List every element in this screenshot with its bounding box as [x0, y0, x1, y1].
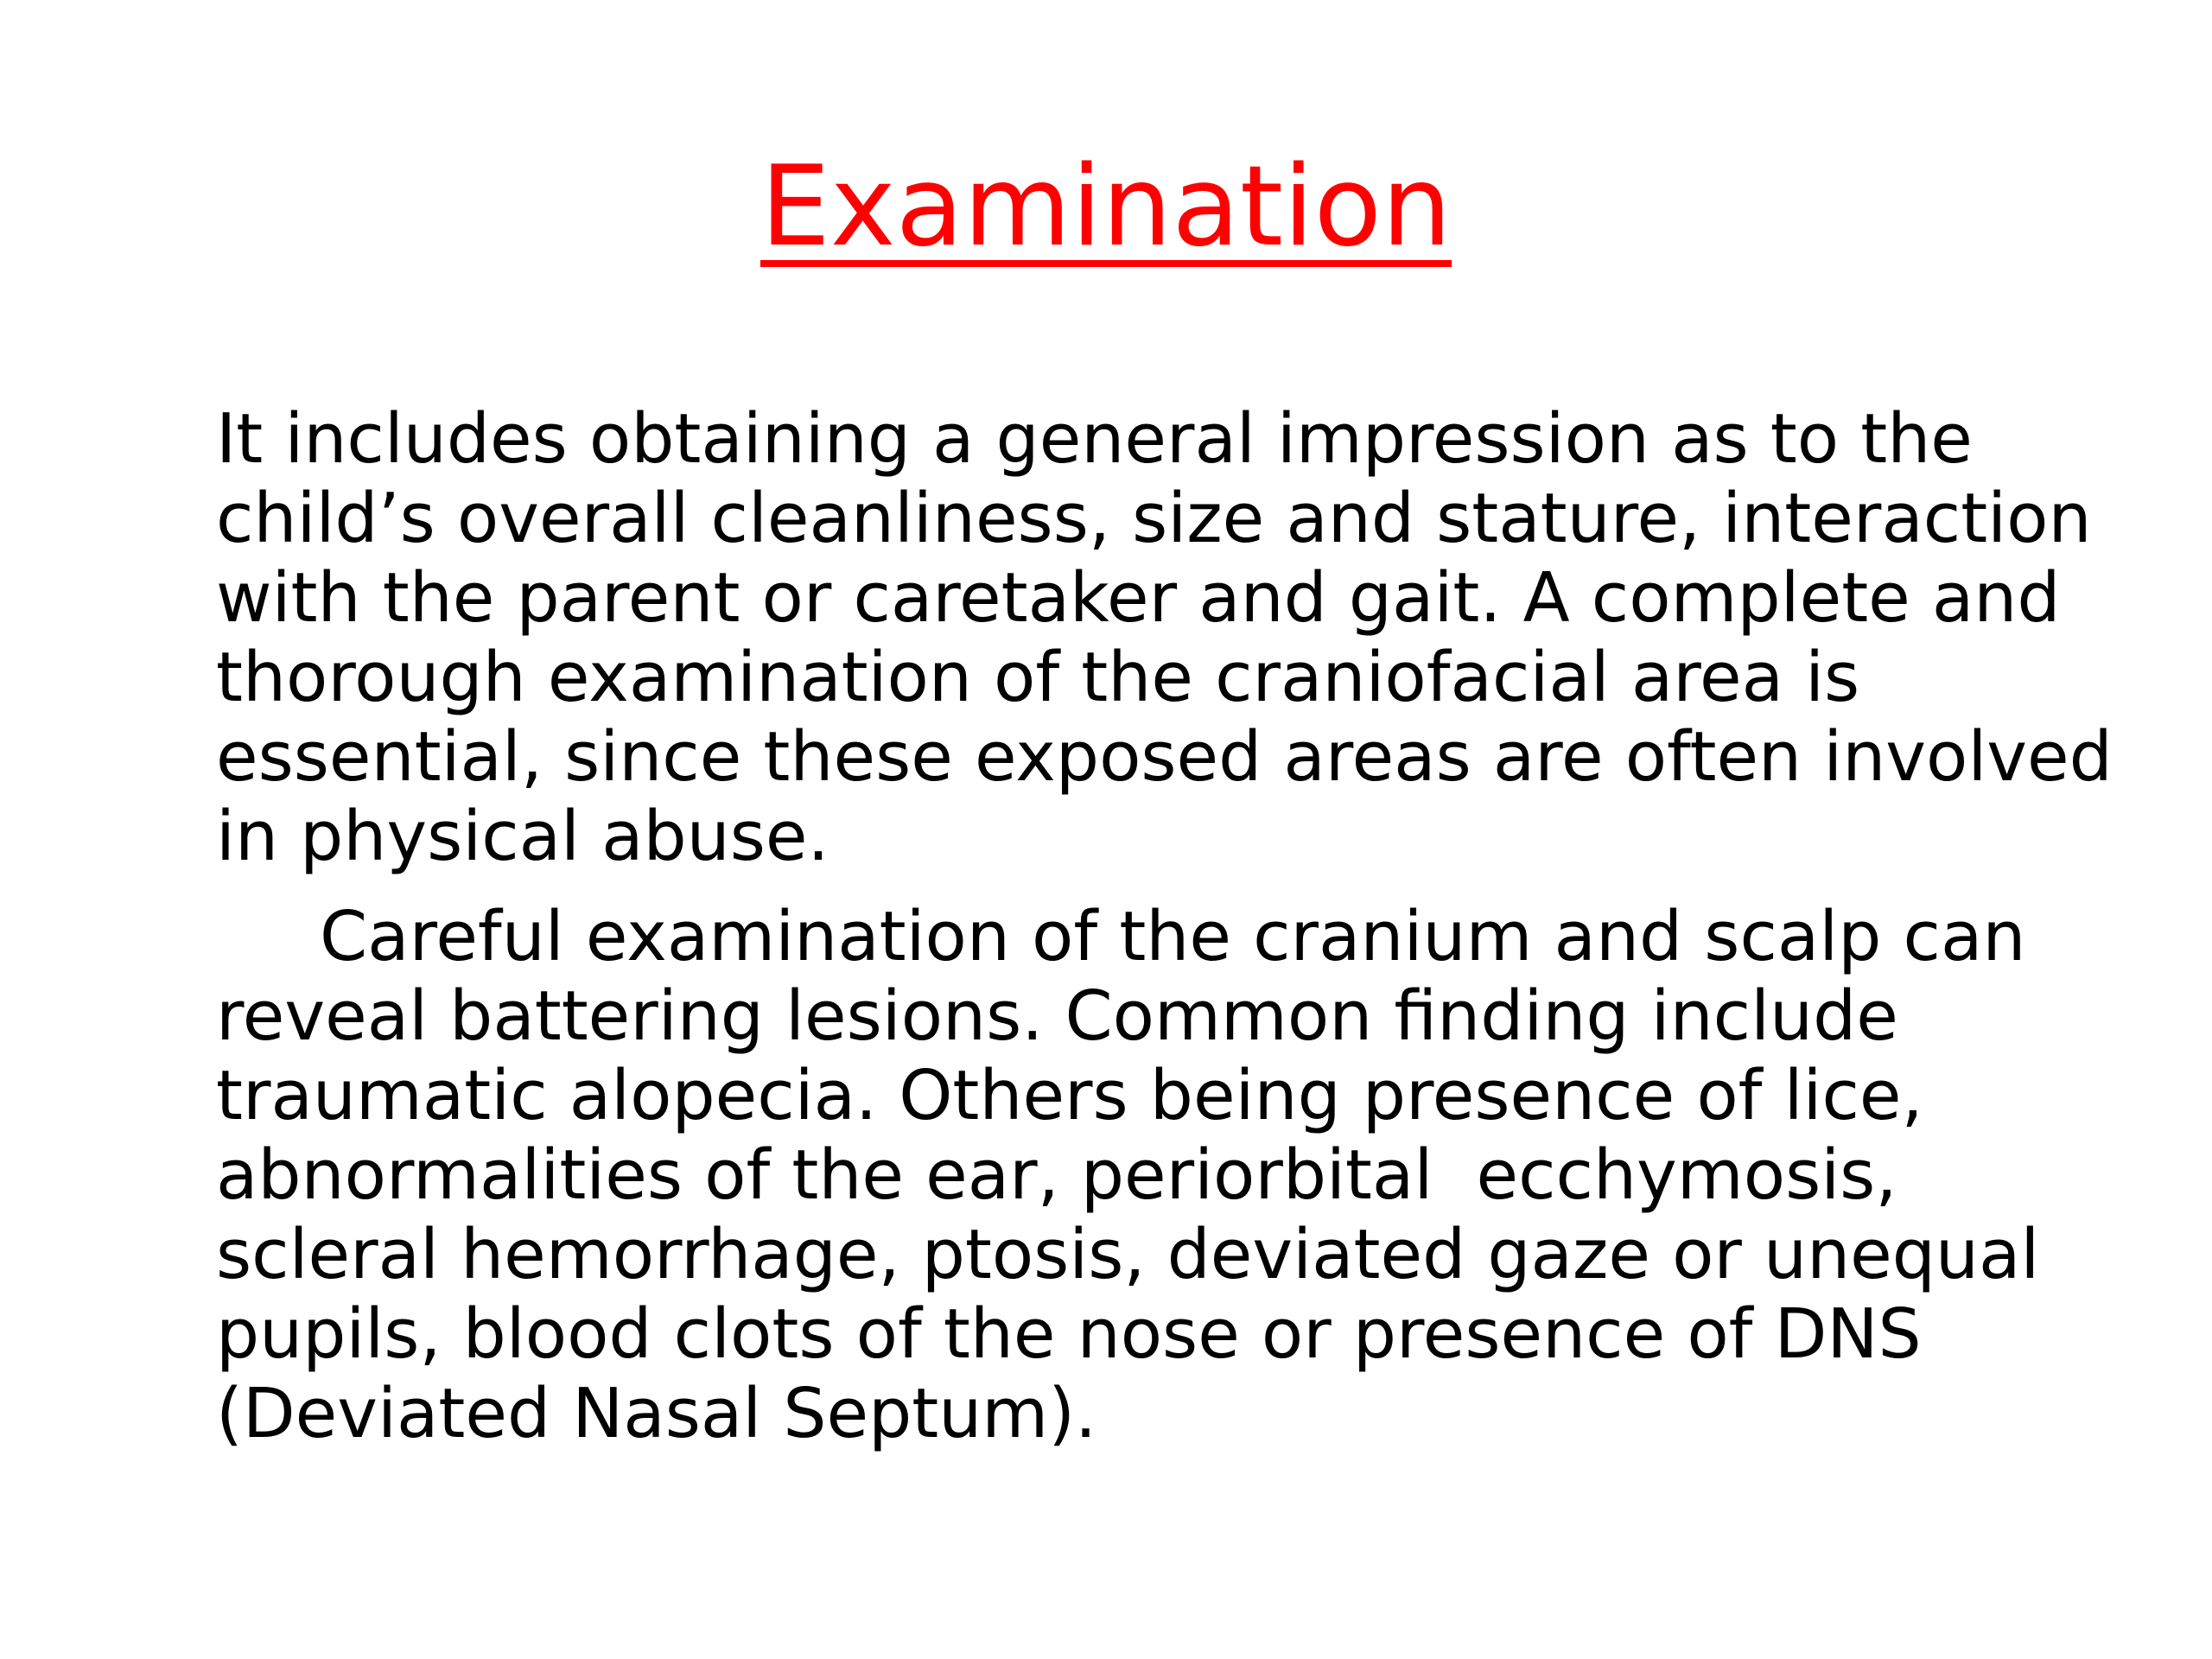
slide-title — [0, 143, 2212, 272]
paragraph-2-line: traumatic alopecia. Others being presence of lice, — [216, 1056, 1923, 1135]
paragraph-1-line: essential, since these exposed areas are often involved — [216, 717, 2113, 797]
paragraph-1 — [216, 399, 2117, 876]
paragraph-1-line: in physical abuse. — [216, 797, 830, 876]
paragraph-2 — [216, 897, 2117, 1453]
paragraph-2-line: pupils, blood clots of the nose or presence of DNS — [216, 1294, 1922, 1374]
paragraph-1-line: with the parent or caretaker and gait. A complete and — [216, 558, 2061, 638]
paragraph-2-line: Careful examination of the cranium and scalp can — [320, 897, 2026, 976]
paragraph-1-line: It includes obtaining a general impression as to the — [216, 399, 1973, 479]
paragraph-1-line: child’s overall cleanliness, size and stature, interaction — [216, 479, 2092, 558]
paragraph-2-line: (Deviated Nasal Septum). — [216, 1374, 1097, 1453]
slide-body — [216, 399, 2117, 1453]
paragraph-2-line: reveal battering lesions. Common finding include — [216, 976, 1898, 1056]
paragraph-1-line: thorough examination of the craniofacial area is — [216, 638, 1860, 717]
paragraph-2-line: abnormalities of the ear, periorbital ecchymosis, — [216, 1135, 1897, 1215]
slide-title-text: Examination — [760, 143, 1452, 271]
paragraph-2-line: scleral hemorrhage, ptosis, deviated gaze or unequal — [216, 1215, 2040, 1294]
